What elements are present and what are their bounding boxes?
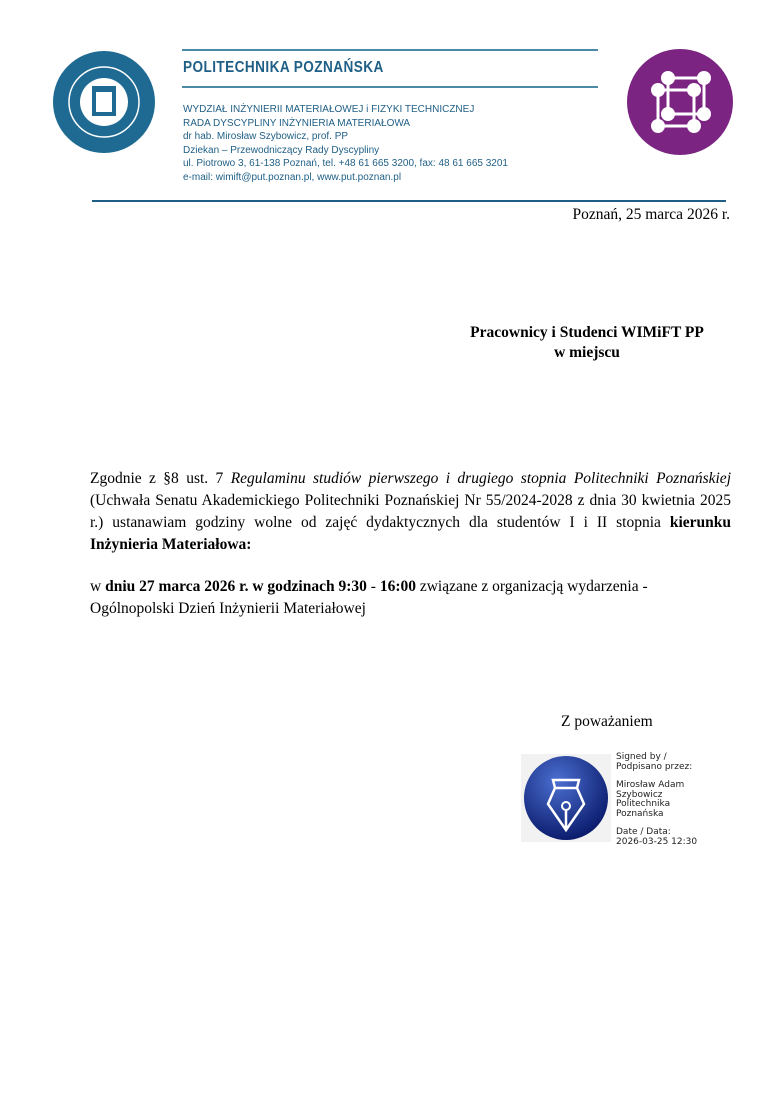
address: ul. Piotrowo 3, 61-138 Poznań, tel. +48 61 665 3200, fax: 48 61 665 3201 <box>183 158 508 170</box>
recipient-line: w miejscu <box>554 344 620 361</box>
email: e-mail: wimift@put.poznan.pl, <box>183 171 318 183</box>
digital-signature-info: Signed by / Podpisano przez: Mirosław Adam Szybowicz Politechnika Poznańska Date / Data: 2026-03-25 12:30 <box>616 752 698 847</box>
signature-pen-icon <box>521 754 611 842</box>
council-name: RADA DYSCYPLINY INŻYNIERIA MATERIAŁOWA <box>183 117 411 129</box>
dean-name: dr hab. Mirosław Szybowicz, prof. PP <box>183 131 349 143</box>
recipient <box>452 323 722 363</box>
closing: Z poważaniem <box>561 713 653 730</box>
faculty-logo <box>626 48 734 156</box>
body-paragraph-1: Zgodnie z §8 ust. 7 Regulaminu studiów pierwszego i drugiego stopnia Politechniki Poznańskiej (Uchwała Senatu Akademickiego Politechniki Poznańskiej Nr 55/2024-2028 z dnia 30 kwietnia 2025 r.) ustanawiam godziny wolne od zajęć dydaktycznych dla studentów I i II stopnia kierunku Inżynieria Materiałowa: <box>90 470 731 553</box>
body-paragraph-2: w dniu 27 marca 2026 r. w godzinach 9:30 - 16:00 związane z organizacją wydarzenia - Ogólnopolski Dzień Inżynierii Materiałowej <box>90 578 648 617</box>
letterhead-details <box>183 103 508 185</box>
letter-date: Poznań, 25 marca 2026 r. <box>572 206 730 223</box>
website-link[interactable]: www.put.poznan.pl <box>317 171 402 183</box>
university-seal-logo <box>52 50 156 154</box>
faculty-name: WYDZIAŁ INŻYNIERII MATERIAŁOWEJ i FIZYKI TECHNICZNEJ <box>183 104 475 115</box>
brand-name: POLITECHNIKA POZNAŃSKA <box>183 59 384 76</box>
recipient-line: Pracownicy i Studenci WIMiFT PP <box>470 324 704 341</box>
dean-title: Dziekan – Przewodniczący Rady Dyscypliny <box>183 144 380 156</box>
